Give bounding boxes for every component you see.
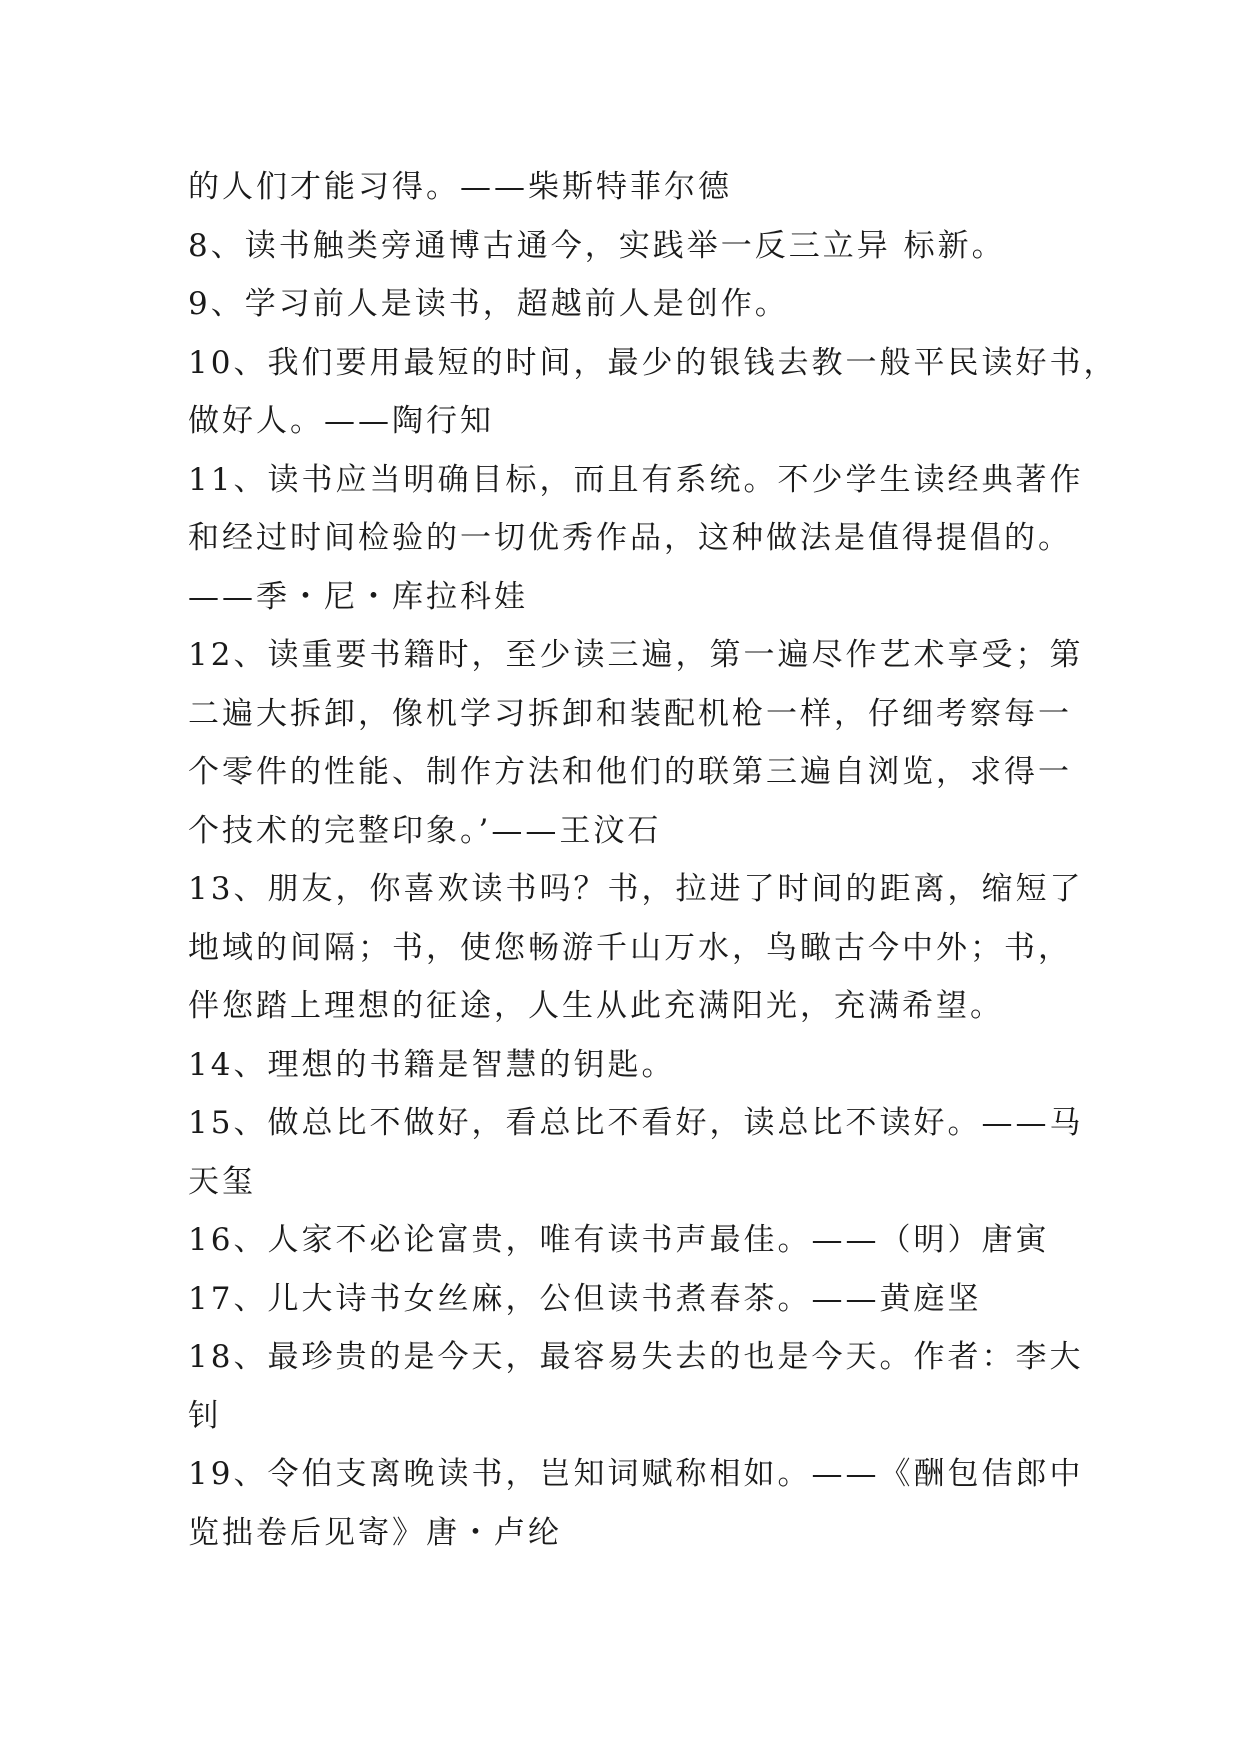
text-line: 16、人家不必论富贵，唯有读书声最佳。——（明）唐寅 xyxy=(188,1222,1050,1258)
text-line: 12、读重要书籍时，至少读三遍，第一遍尽作艺术享受；第 xyxy=(188,637,1084,673)
text-line: 和经过时间检验的一切优秀作品，这种做法是值得提倡的。 xyxy=(188,520,1072,556)
text-line: 10、我们要用最短的时间，最少的银钱去教一般平民读好书， xyxy=(188,344,1118,381)
text-line: 17、儿大诗书女丝麻，公但读书煮春茶。——黄庭坚 xyxy=(188,1280,982,1317)
text-line: 11、读书应当明确目标，而且有系统。不少学生读经典著作 xyxy=(188,461,1084,498)
text-line: 的人们才能习得。——柴斯特菲尔德 xyxy=(188,169,732,205)
document-body xyxy=(188,158,1118,1562)
text-line: 览拙卷后见寄》唐・卢纶 xyxy=(188,1514,562,1551)
text-line: 伴您踏上理想的征途，人生从此充满阳光，充满希望。 xyxy=(188,988,1004,1024)
text-line: 个技术的完整印象。’——王汶石 xyxy=(188,812,662,849)
text-line: 15、做总比不做好，看总比不看好，读总比不读好。——马 xyxy=(188,1105,1084,1141)
text-line: 天玺 xyxy=(188,1163,256,1200)
text-line: 做好人。——陶行知 xyxy=(188,403,494,439)
text-line: 9、学习前人是读书，超越前人是创作。 xyxy=(188,286,789,322)
text-line: 13、朋友，你喜欢读书吗？书，拉进了时间的距离，缩短了 xyxy=(188,871,1084,907)
text-line: ——季・尼・库拉科娃 xyxy=(188,578,528,615)
text-line: 地域的间隔；书，使您畅游千山万水，鸟瞰古今中外；书， xyxy=(188,929,1072,966)
text-line: 18、最珍贵的是今天，最容易失去的也是今天。作者：李大 xyxy=(188,1339,1084,1375)
text-line: 二遍大拆卸，像机学习拆卸和装配机枪一样，仔细考察每一 xyxy=(188,695,1072,732)
text-line: 14、理想的书籍是智慧的钥匙。 xyxy=(188,1046,676,1083)
text-line: 19、令伯支离晚读书，岂知词赋称相如。——《酬包佶郎中 xyxy=(188,1456,1084,1492)
text-line: 钊 xyxy=(188,1397,222,1434)
text-line: 8、读书触类旁通博古通今，实践举一反三立异 标新。 xyxy=(188,227,1006,264)
text-line: 个零件的性能、制作方法和他们的联第三遍自浏览，求得一 xyxy=(188,754,1072,790)
